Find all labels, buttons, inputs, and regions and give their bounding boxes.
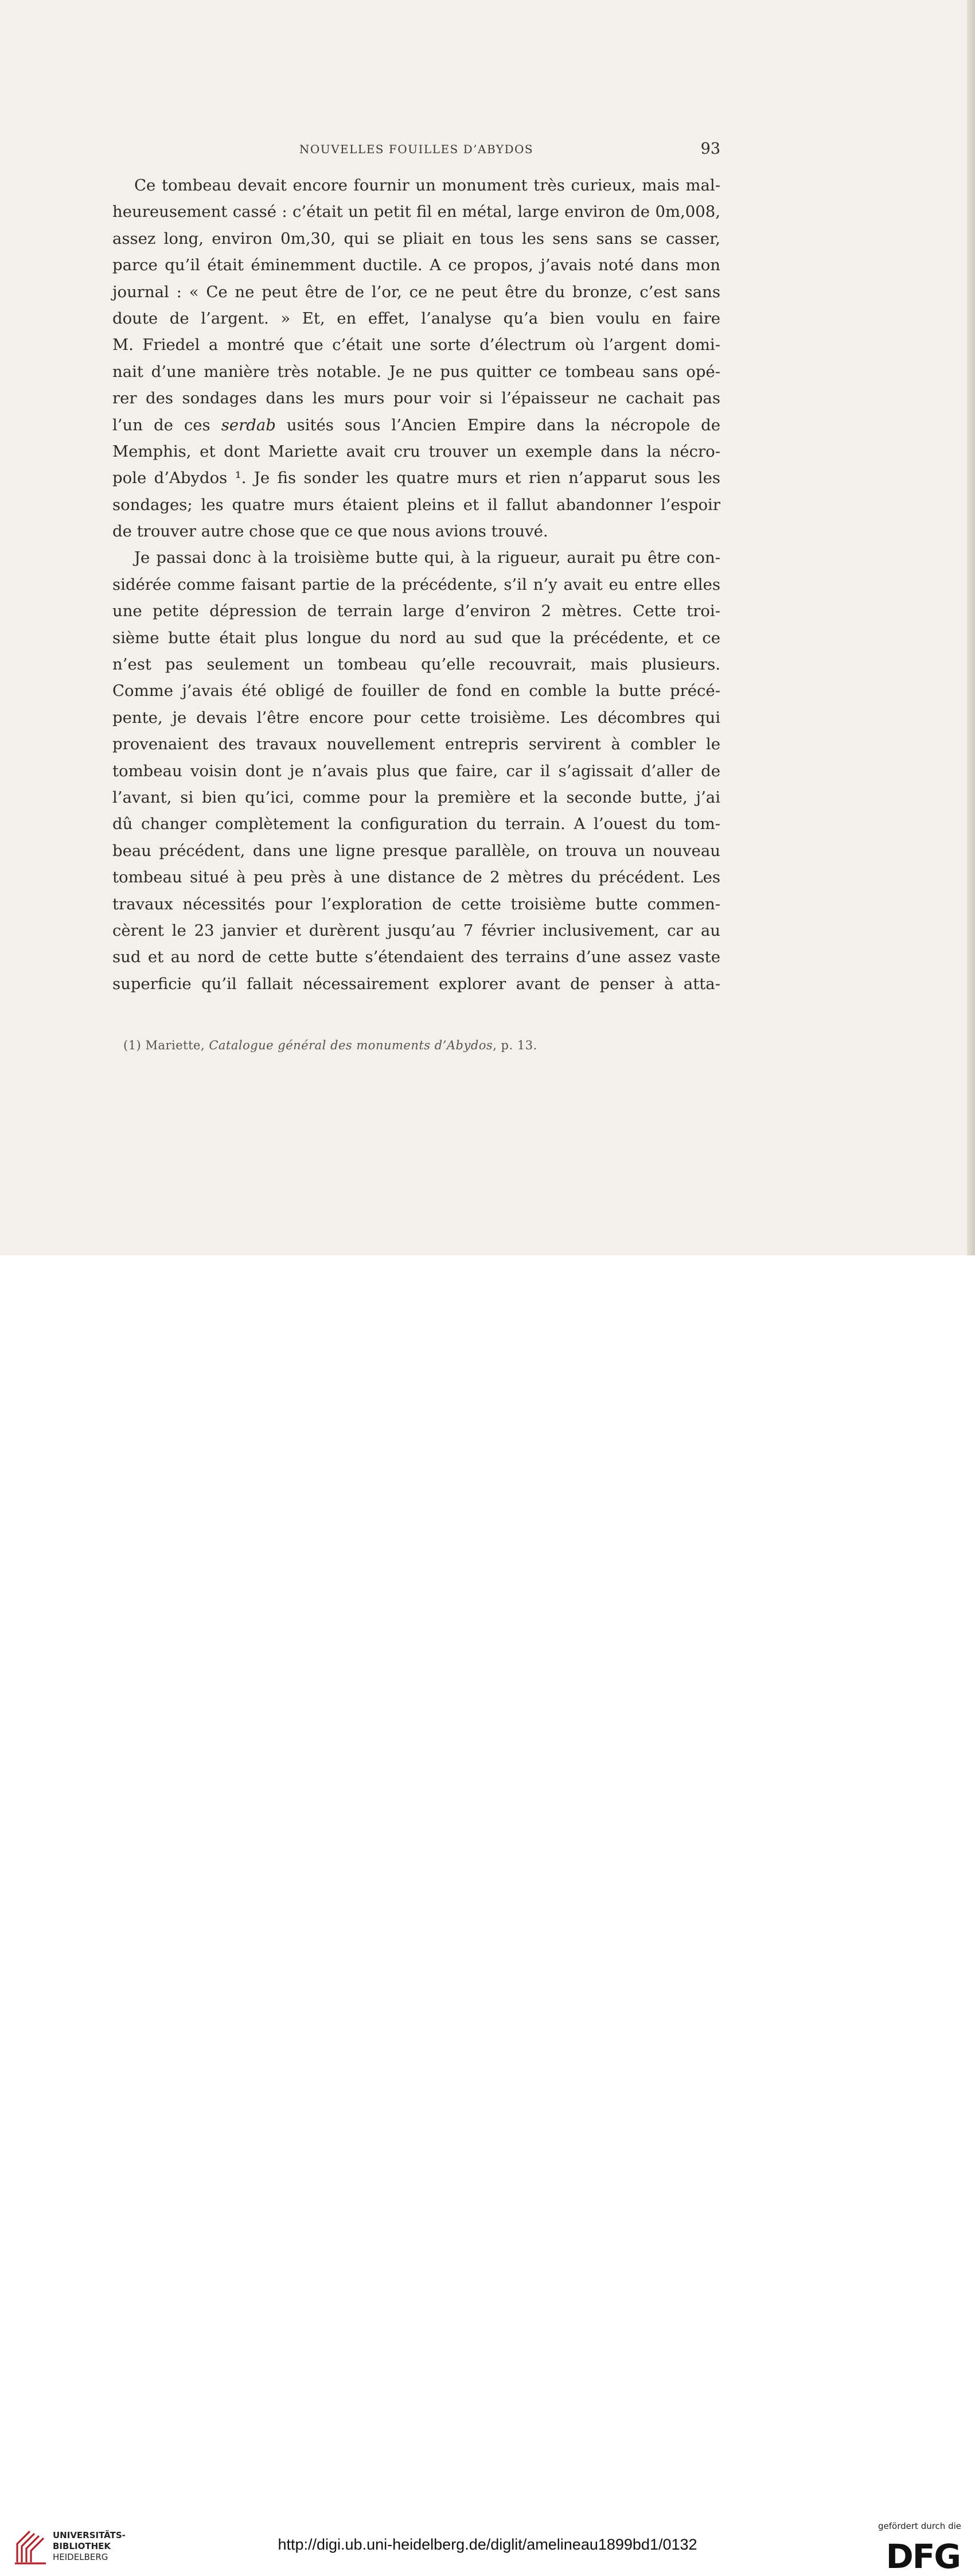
page-edge-shadow	[967, 0, 975, 1255]
running-head	[112, 140, 720, 163]
page-number: 93	[700, 140, 720, 158]
text-line: tombeau voisin dont je n’avais plus que faire, car il s’agissait d’aller de	[112, 761, 720, 780]
text-line: beau précédent, dans une ligne presque parallèle, on trouva un nouveau	[112, 841, 720, 860]
text-line: Memphis, et dont Mariette avait cru trouver un exemple dans la nécro-	[112, 442, 720, 461]
text-line: journal : « Ce ne peut être de l’or, ce ne peut être du bronze, c’est sans	[112, 282, 720, 301]
text-line: rer des sondages dans les murs pour voir si l’épaisseur ne cachait pas	[112, 389, 720, 408]
scanned-page	[0, 0, 975, 1255]
text-line: sud et au nord de cette butte s’étendaient des terrains d’une assez vaste	[112, 948, 720, 967]
text-line: Je passai donc à la troisième butte qui, à la rigueur, aurait pu être con-	[134, 548, 720, 567]
funded-by-label: gefördert durch die	[878, 2521, 961, 2531]
text-line: pole d’Abydos ¹. Je fis sonder les quatre murs et rien n’apparut sous les	[112, 469, 720, 488]
text-line: sième butte était plus longue du nord au sud que la précédente, et ce	[112, 628, 720, 647]
text-line: Comme j’avais été obligé de fouiller de fond en comble la butte précé-	[112, 682, 720, 701]
body-text	[112, 172, 720, 997]
text-line: sondages; les quatre murs étaient pleins et il fallut abandonner l’espoir	[112, 495, 720, 514]
text-line: n’est pas seulement un tombeau qu’elle recouvrait, mais plusieurs.	[112, 655, 720, 674]
text-line: tombeau situé à peu près à une distance de 2 mètres du précédent. Les	[112, 868, 720, 887]
library-name-line2: BIBLIOTHEK	[53, 2541, 111, 2551]
text-line: provenaient des travaux nouvellement entrepris servirent à combler le	[112, 735, 720, 754]
footnote-marker: (1)	[123, 1038, 142, 1052]
italic-term: serdab	[221, 415, 276, 434]
footnote-title: Catalogue général des monuments d’Abydos	[209, 1038, 493, 1052]
text-line: pente, je devais l’être encore pour cette troisième. Les décombres qui	[112, 708, 720, 727]
text-line: nait d’une manière très notable. Je ne pus quitter ce tombeau sans opé-	[112, 362, 720, 381]
text-line: assez long, environ 0m,30, qui se pliait en tous les sens sans se casser,	[112, 229, 720, 248]
text-line: l’avant, si bien qu’ici, comme pour la première et la seconde butte, j’ai	[112, 788, 720, 807]
source-url-link[interactable]: http://digi.ub.uni-heidelberg.de/diglit/amelineau1899bd1/0132	[278, 2536, 697, 2553]
university-library-logo-icon[interactable]	[13, 2527, 48, 2566]
text-line: une petite dépression de terrain large d’environ 2 mètres. Cette troi-	[112, 602, 720, 621]
footnote-author: Mariette,	[145, 1038, 205, 1052]
text-line: cèrent le 23 janvier et durèrent jusqu’au 7 février inclusivement, car au	[112, 921, 720, 940]
text-line: de trouver autre chose que ce que nous avions trouvé.	[112, 522, 548, 541]
library-name-line3: HEIDELBERG	[53, 2552, 108, 2562]
text-line: travaux nécessités pour l’exploration de cette troisième butte commen-	[112, 894, 720, 913]
text-line: superficie qu’il fallait nécessairement explorer avant de penser à atta-	[112, 974, 720, 993]
text-line: M. Friedel a montré que c’était une sorte d’électrum où l’argent domi-	[112, 336, 720, 355]
footer-bar	[0, 1255, 975, 2576]
text-line: parce qu’il était éminemment ductile. A ce propos, j’avais noté dans mon	[112, 256, 720, 275]
footnote	[123, 1038, 697, 1052]
footnote-pages: , p. 13.	[493, 1038, 537, 1052]
dfg-logo[interactable]: DFG	[886, 2537, 960, 2576]
library-name-line1: UNIVERSITÄTS-	[53, 2530, 126, 2540]
text-line: l’un de ces serdab usités sous l’Ancien Empire dans la nécropole de	[112, 415, 720, 434]
text-line: sidérée comme faisant partie de la précédente, s’il n’y avait eu entre elles	[112, 575, 720, 594]
library-name[interactable]	[53, 2530, 126, 2563]
text-line: doute de l’argent. » Et, en effet, l’analyse qu’a bien voulu en faire	[112, 309, 720, 328]
running-title: NOUVELLES FOUILLES D’ABYDOS	[299, 142, 534, 156]
text-line: dû changer complètement la configuration du terrain. A l’ouest du tom-	[112, 815, 720, 834]
text-line: Ce tombeau devait encore fournir un monument très curieux, mais mal-	[134, 176, 720, 194]
text-line: heureusement cassé : c’était un petit fil en métal, large environ de 0m,008,	[112, 203, 720, 221]
